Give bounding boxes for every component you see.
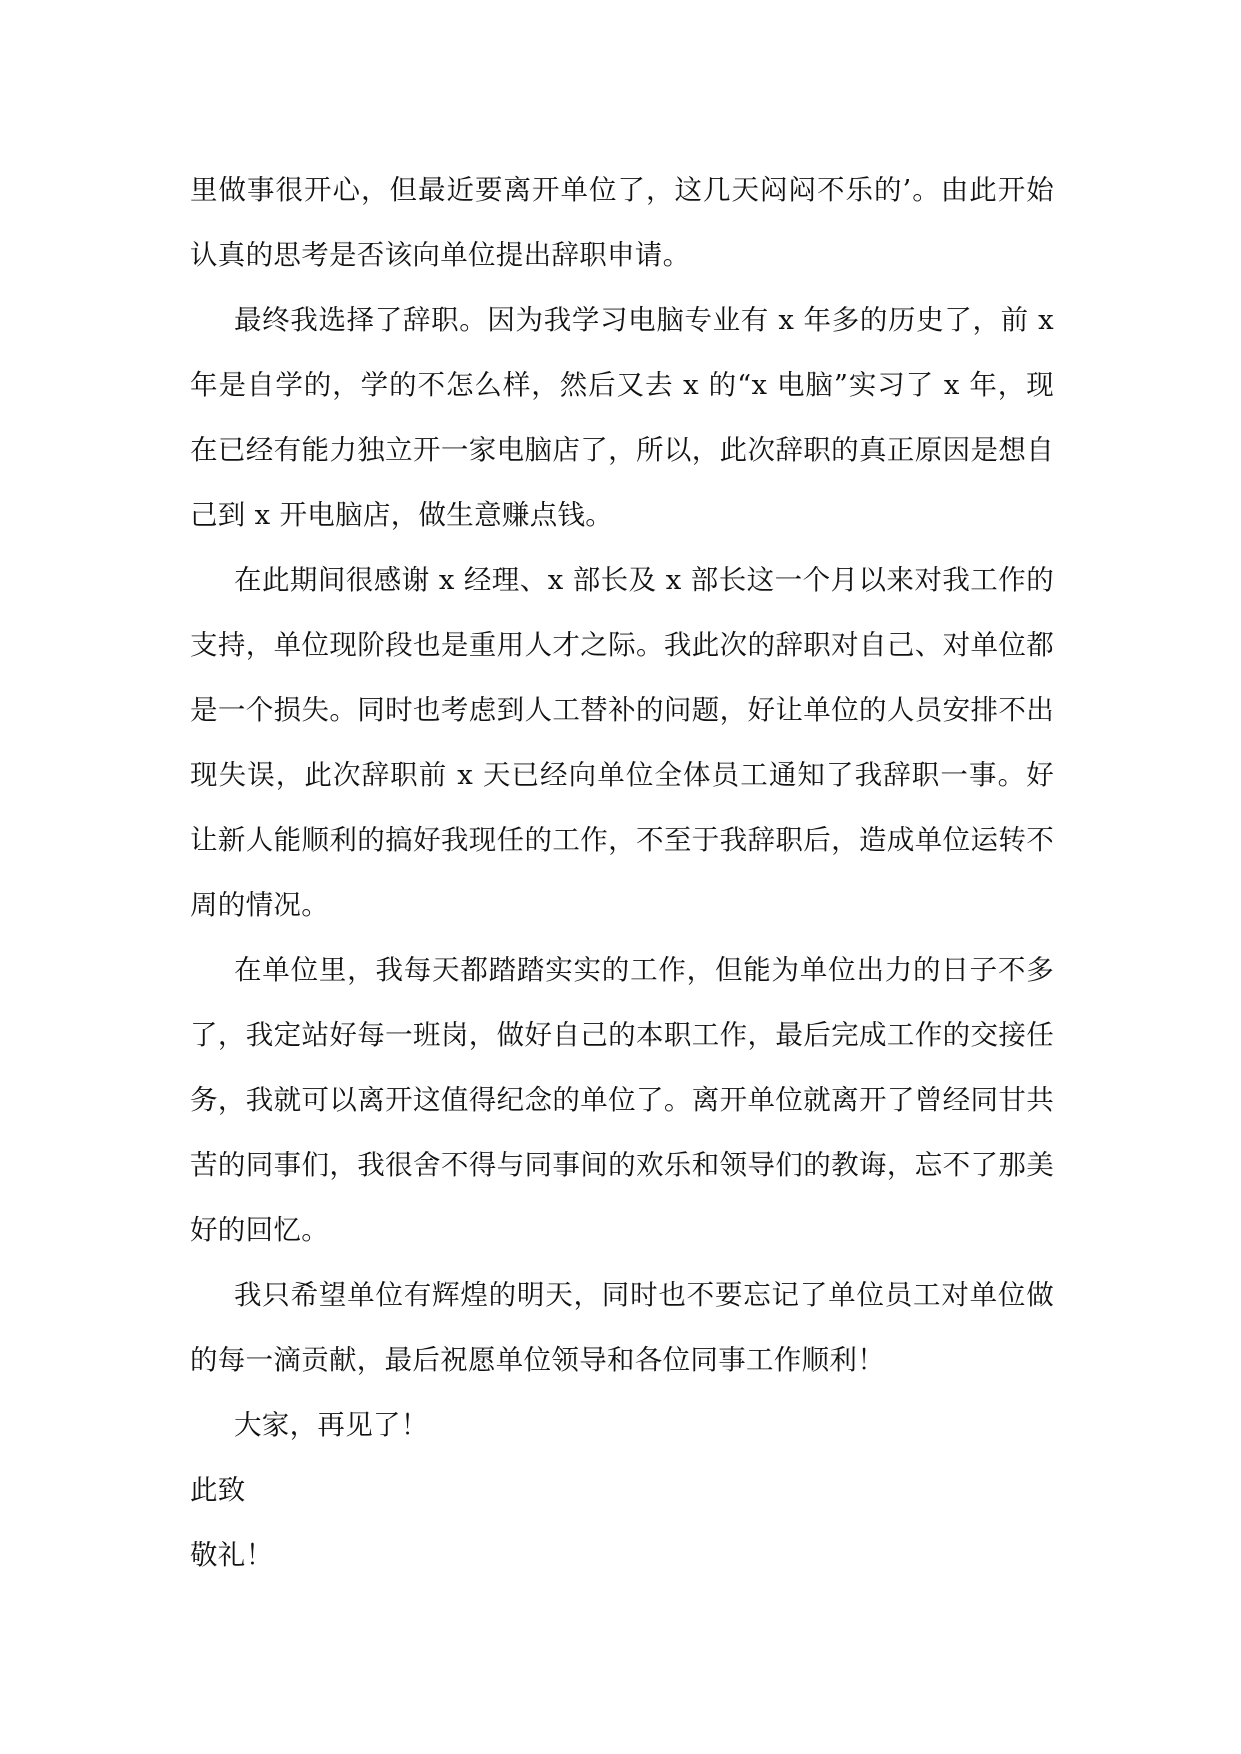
paragraph-commitment: 在单位里，我每天都踏踏实实的工作，但能为单位出力的日子不多了，我定站好每一班岗，做好自己的本职工作，最后完成工作的交接任务，我就可以离开这值得纪念的单位了。离开单位就离开了曾经同甘共苦的同事们，我很舍不得与同事间的欢乐和领导们的教诲，忘不了那美好的回忆。: [190, 954, 1054, 1246]
closing-regards: 敬礼！: [190, 1539, 274, 1571]
document-body: [190, 158, 1054, 1588]
paragraph-reason: 最终我选择了辞职。因为我学习电脑专业有 x 年多的历史了，前 x 年是自学的，学的不怎么样，然后又去 x 的“x 电脑”实习了 x 年，现在已经有能力独立开一家电脑店了，所以，此次辞职的真正原因是想自己到 x 开电脑店，做生意赚点钱。: [190, 304, 1054, 531]
paragraph-wishes: 我只希望单位有辉煌的明天，同时也不要忘记了单位员工对单位做的每一滴贡献，最后祝愿单位领导和各位同事工作顺利！: [190, 1279, 1054, 1376]
closing-salutation: 此致: [190, 1474, 246, 1506]
paragraph-continuation: 里做事很开心，但最近要离开单位了，这几天闷闷不乐的’。由此开始认真的思考是否该向单位提出辞职申请。: [190, 174, 1054, 271]
paragraph-farewell: 大家，再见了！: [234, 1409, 429, 1441]
paragraph-thanks: 在此期间很感谢 x 经理、x 部长及 x 部长这一个月以来对我工作的支持，单位现阶段也是重用人才之际。我此次的辞职对自己、对单位都是一个损失。同时也考虑到人工替补的问题，好让单位的人员安排不出现失误，此次辞职前 x 天已经向单位全体员工通知了我辞职一事。好让新人能顺利的搞好我现任的工作，不至于我辞职后，造成单位运转不周的情况。: [190, 564, 1054, 921]
